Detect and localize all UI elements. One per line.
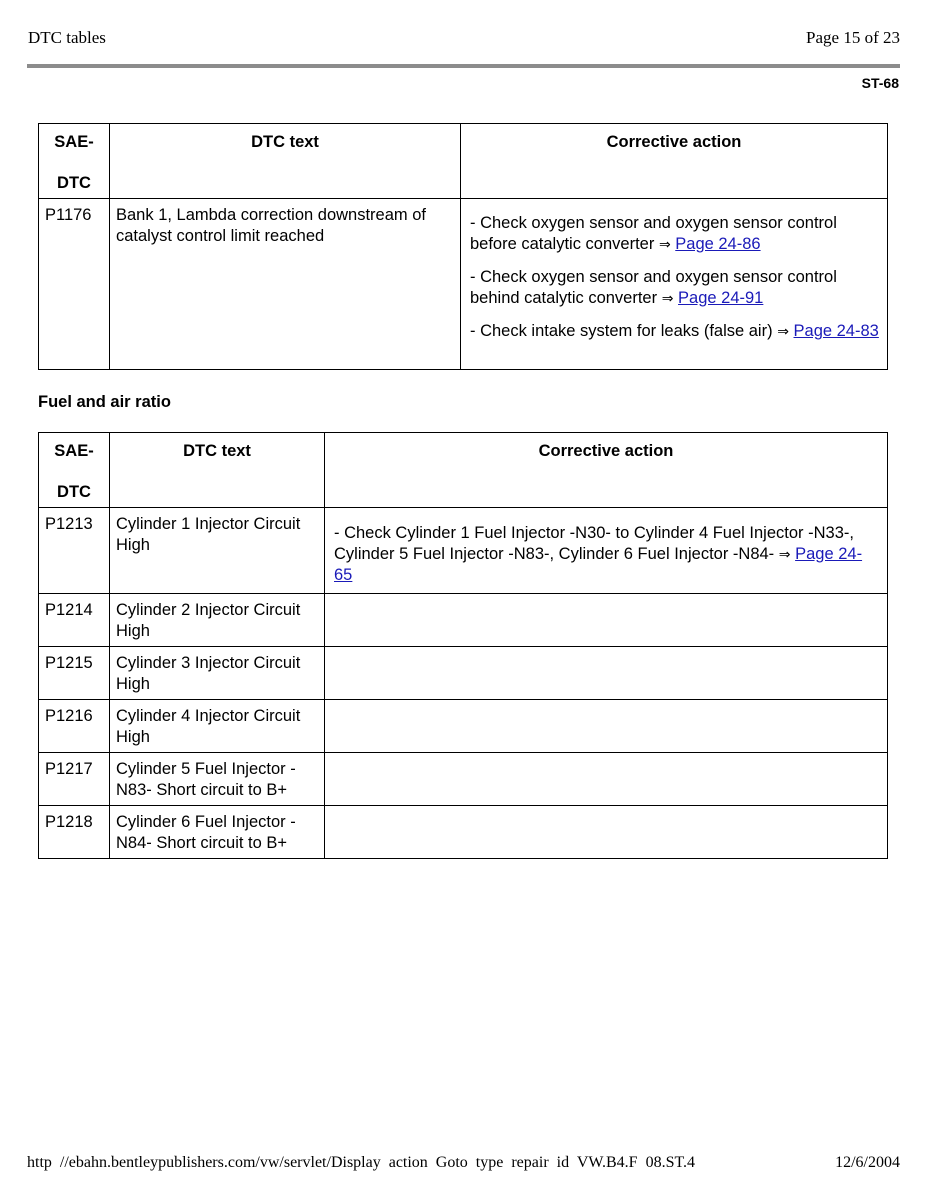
dtc-text: Cylinder 2 Injector Circuit High bbox=[110, 594, 325, 647]
section-title: Fuel and air ratio bbox=[38, 393, 171, 411]
corrective-action bbox=[325, 647, 888, 700]
corrective-action bbox=[325, 806, 888, 859]
table-header-row bbox=[39, 124, 888, 199]
page-number: Page 15 of 23 bbox=[806, 28, 900, 47]
dtc-text: Cylinder 6 Fuel Injector -N84- Short circuit to B+ bbox=[110, 806, 325, 859]
page-link[interactable]: Page 24-83 bbox=[793, 322, 879, 340]
action-item bbox=[470, 213, 879, 255]
table-row bbox=[39, 806, 888, 859]
col-header-dtc-text: DTC text bbox=[110, 433, 325, 508]
arrow-right-icon: ⇒ bbox=[661, 290, 674, 307]
action-text: - Check Cylinder 1 Fuel Injector -N30- to Cylinder 4 Fuel Injector -N33-, Cylinder 5 Fuel Injector -N83-, Cylinder 6 Fuel Injector -N84- bbox=[334, 524, 854, 563]
table-row bbox=[39, 753, 888, 806]
page-link[interactable]: Page 24-65 bbox=[334, 544, 863, 584]
corrective-action bbox=[325, 508, 888, 594]
col-header-dtc: DTC bbox=[57, 482, 91, 501]
dtc-text: Cylinder 1 Injector Circuit High bbox=[110, 508, 325, 594]
col-header-sae-dtc bbox=[39, 433, 110, 508]
dtc-text: Cylinder 4 Injector Circuit High bbox=[110, 700, 325, 753]
dtc-table-fuel-air-ratio bbox=[38, 432, 888, 859]
table-header-row bbox=[39, 433, 888, 508]
page-footer bbox=[27, 1154, 900, 1172]
footer-url: http //ebahn.bentleypublishers.com/vw/servlet/Display action Goto type repair id VW.B4.F 08.ST.4 bbox=[27, 1154, 696, 1171]
table-row bbox=[39, 594, 888, 647]
page-link[interactable]: Page 24-91 bbox=[678, 288, 764, 307]
col-header-sae: SAE- bbox=[54, 442, 94, 460]
action-text: - Check intake system for leaks (false air) bbox=[470, 322, 773, 340]
action-item bbox=[470, 321, 879, 343]
dtc-code: P1214 bbox=[39, 594, 110, 647]
dtc-code: P1213 bbox=[39, 508, 110, 594]
corrective-action bbox=[325, 753, 888, 806]
page-link[interactable]: Page 24-86 bbox=[675, 234, 761, 253]
section-code: ST-68 bbox=[861, 75, 899, 91]
header-divider bbox=[27, 64, 900, 68]
dtc-code: P1218 bbox=[39, 806, 110, 859]
dtc-table-lambda bbox=[38, 123, 888, 370]
table-row bbox=[39, 199, 888, 370]
footer-date: 12/6/2004 bbox=[835, 1154, 900, 1171]
arrow-right-icon: ⇒ bbox=[777, 324, 789, 340]
col-header-dtc: DTC bbox=[57, 173, 91, 192]
action-text: - Check oxygen sensor and oxygen sensor control before catalytic converter bbox=[470, 214, 837, 253]
header-doc-title: DTC tables bbox=[28, 28, 106, 47]
dtc-code: P1217 bbox=[39, 753, 110, 806]
dtc-text: Cylinder 5 Fuel Injector -N83- Short circuit to B+ bbox=[110, 753, 325, 806]
col-header-corrective-action: Corrective action bbox=[325, 433, 888, 508]
corrective-action bbox=[461, 199, 888, 370]
table-row bbox=[39, 647, 888, 700]
arrow-right-icon: ⇒ bbox=[658, 236, 671, 253]
dtc-text: Bank 1, Lambda correction downstream of catalyst control limit reached bbox=[110, 199, 461, 370]
col-header-sae-dtc bbox=[39, 124, 110, 199]
table-row bbox=[39, 508, 888, 594]
arrow-right-icon: ⇒ bbox=[778, 546, 791, 563]
action-text: - Check oxygen sensor and oxygen sensor control behind catalytic converter bbox=[470, 268, 837, 307]
corrective-action bbox=[325, 700, 888, 753]
dtc-text: Cylinder 3 Injector Circuit High bbox=[110, 647, 325, 700]
action-item bbox=[470, 267, 879, 309]
table-row bbox=[39, 700, 888, 753]
dtc-code: P1215 bbox=[39, 647, 110, 700]
col-header-dtc-text: DTC text bbox=[110, 124, 461, 199]
dtc-code: P1176 bbox=[39, 199, 110, 370]
dtc-code: P1216 bbox=[39, 700, 110, 753]
col-header-corrective-action: Corrective action bbox=[461, 124, 888, 199]
corrective-action bbox=[325, 594, 888, 647]
col-header-sae: SAE- bbox=[54, 133, 94, 151]
